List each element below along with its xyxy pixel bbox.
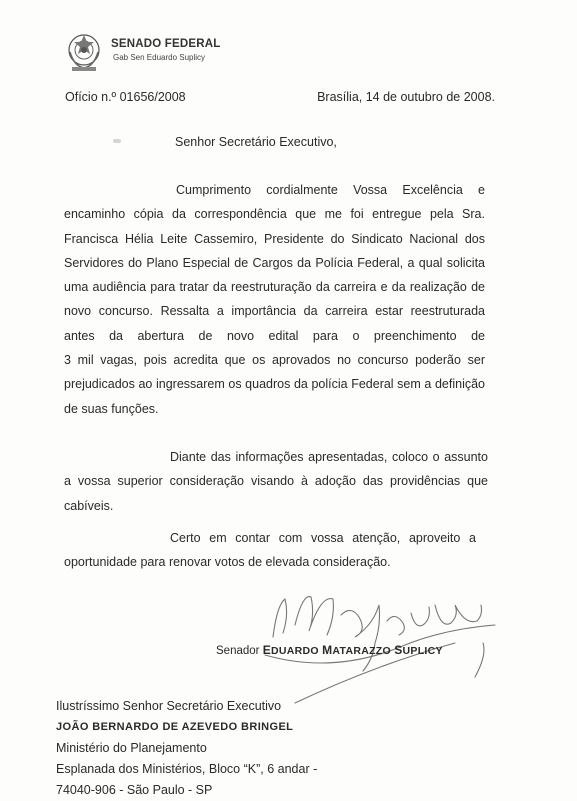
text-line: Servidores do Plano Especial de Cargos da Polícia Federal, a qual solicita [64, 255, 485, 270]
scan-mark [113, 139, 121, 143]
text-line: novo concurso. Ressalta a importância da carreira estar reestruturada [64, 304, 485, 319]
addressee-postal: 74040-906 - São Paulo - SP [56, 783, 213, 797]
text-line: Cumprimento cordialmente Vossa Excelência e [176, 183, 485, 197]
document-date: Brasília, 14 de outubro de 2008. [317, 90, 495, 104]
paragraph-2 [64, 445, 488, 518]
salutation: Senhor Secretário Executivo, [175, 135, 337, 149]
text-line: prejudicados ao ingressarem os quadros da polícia Federal sem a definição [64, 377, 485, 392]
text-line: antes da abertura de novo edital para o preenchimento de [64, 328, 485, 343]
text-line: encaminho cópia da correspondência que me foi entregue pela Sra. [64, 207, 485, 222]
addressee-block [56, 696, 317, 801]
text-line: 3 mil vagas, pois acredita que os aprovados no concurso poderão ser [64, 353, 485, 368]
text-line: oportunidade para renovar votos de elevada consideração. [64, 555, 391, 570]
text-line: Diante das informações apresentadas, coloco o assunto [170, 450, 488, 464]
signer-title: Senador [216, 645, 260, 657]
paragraph-3 [64, 526, 476, 575]
text-line: Francisca Hélia Leite Cassemiro, Presidente do Sindicato Nacional dos [64, 231, 485, 246]
office-name: Gab Sen Eduardo Suplicy [113, 53, 206, 62]
coat-of-arms-icon [64, 30, 104, 74]
addressee-organization: Ministério do Planejamento [56, 741, 207, 755]
institution-name: SENADO FEDERAL [111, 38, 221, 50]
text-line: uma audiência para tratar da reestruturação da carreira e da realização de [64, 280, 485, 295]
addressee-address: Esplanada dos Ministérios, Bloco “K”, 6 andar - [56, 762, 318, 776]
addressee-name: JOÃO BERNARDO DE AZEVEDO BRINGEL [56, 721, 294, 733]
text-line: Certo em contar com vossa atenção, aproveito a [170, 531, 476, 545]
text-line: de suas funções. [64, 401, 159, 416]
addressee-title: Ilustríssimo Senhor Secretário Executivo [56, 699, 282, 713]
signer-name [216, 643, 443, 657]
text-line: cabíveis. [64, 498, 114, 513]
signer-full-name: EDUARDO MATARAZZO SUPLICY [262, 643, 443, 657]
text-line: a vossa superior consideração visando à adoção das providências que [64, 474, 488, 489]
document-number: Ofício n.º 01656/2008 [65, 90, 186, 104]
paragraph-1 [64, 178, 485, 421]
